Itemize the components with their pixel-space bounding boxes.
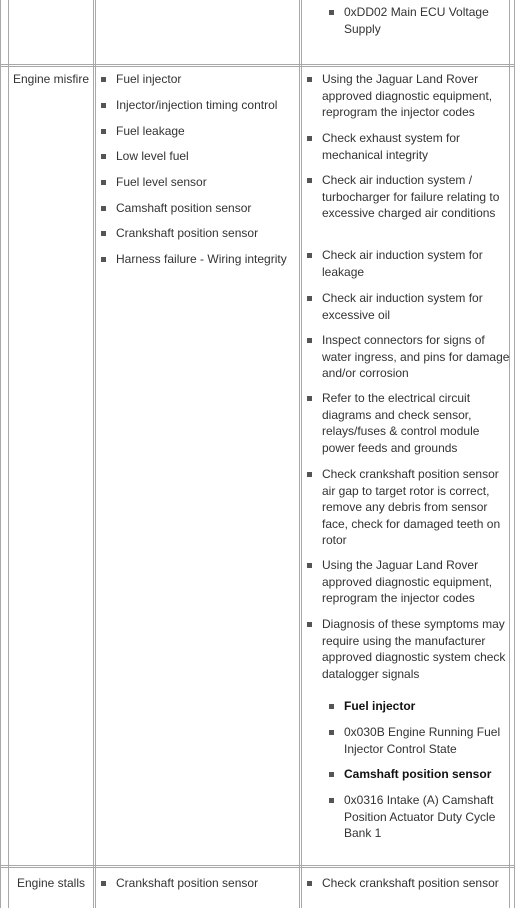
- list-item: Check exhaust system for mechanical integrity: [307, 130, 510, 163]
- condition-cell: [11, 71, 91, 88]
- list-item: Fuel level sensor: [101, 174, 297, 191]
- list-item: Fuel leakage: [101, 123, 297, 140]
- condition-cell: [10, 875, 92, 892]
- list-item: Check crankshaft position sensor: [307, 875, 510, 892]
- row-divider: [1, 867, 515, 868]
- list-item: 0xDD02 Main ECU Voltage Supply: [307, 4, 510, 37]
- column-divider: [299, 0, 300, 908]
- list-item: 0x0316 Intake (A) Camshaft Position Actuator Duty Cycle Bank 1: [307, 792, 510, 842]
- list-item: Camshaft position sensor: [307, 766, 510, 783]
- list-item: Inspect connectors for signs of water ingress, and pins for damage and/or corrosion: [307, 332, 510, 382]
- list-item: Low level fuel: [101, 148, 297, 165]
- column-divider: [93, 0, 94, 908]
- list-item: 0x030B Engine Running Fuel Injector Control State: [307, 724, 510, 757]
- list-item: Injector/injection timing control: [101, 97, 297, 114]
- column-divider: [301, 0, 302, 908]
- condition-label: Engine stalls: [16, 876, 86, 890]
- list-item: Fuel injector: [101, 71, 297, 88]
- condition-label: Engine misfire: [12, 72, 90, 86]
- row-divider: [1, 865, 515, 866]
- list-item: Harness failure - Wiring integrity: [101, 251, 297, 268]
- list-item: Check air induction system for excessive oil: [307, 290, 510, 323]
- row-divider: [1, 66, 515, 67]
- list-item: Using the Jaguar Land Rover approved diagnostic equipment, reprogram the injector codes: [307, 71, 510, 121]
- list-item: Fuel injector: [307, 698, 510, 715]
- column-divider: [95, 0, 96, 908]
- list-item: Crankshaft position sensor: [101, 875, 297, 892]
- list-item: Refer to the electrical circuit diagrams and check sensor, relays/fuses & control module power feeds and grounds: [307, 390, 510, 456]
- list-item: Camshaft position sensor: [101, 200, 297, 217]
- list-item: Check air induction system for leakage: [307, 247, 510, 280]
- list-item: Diagnosis of these symptoms may require using the manufacturer approved diagnostic system check datalogger signals: [307, 616, 510, 682]
- list-item: Check crankshaft position sensor air gap to target rotor is correct, remove any debris from sensor face, check for damaged teeth on rotor: [307, 466, 510, 549]
- list-item: Using the Jaguar Land Rover approved diagnostic equipment, reprogram the injector codes: [307, 557, 510, 607]
- column-divider: [8, 0, 9, 908]
- row-divider: [1, 64, 515, 65]
- list-item: Check air induction system / turbocharger for failure relating to excessive charged air conditions: [307, 172, 510, 222]
- list-item: Crankshaft position sensor: [101, 225, 297, 242]
